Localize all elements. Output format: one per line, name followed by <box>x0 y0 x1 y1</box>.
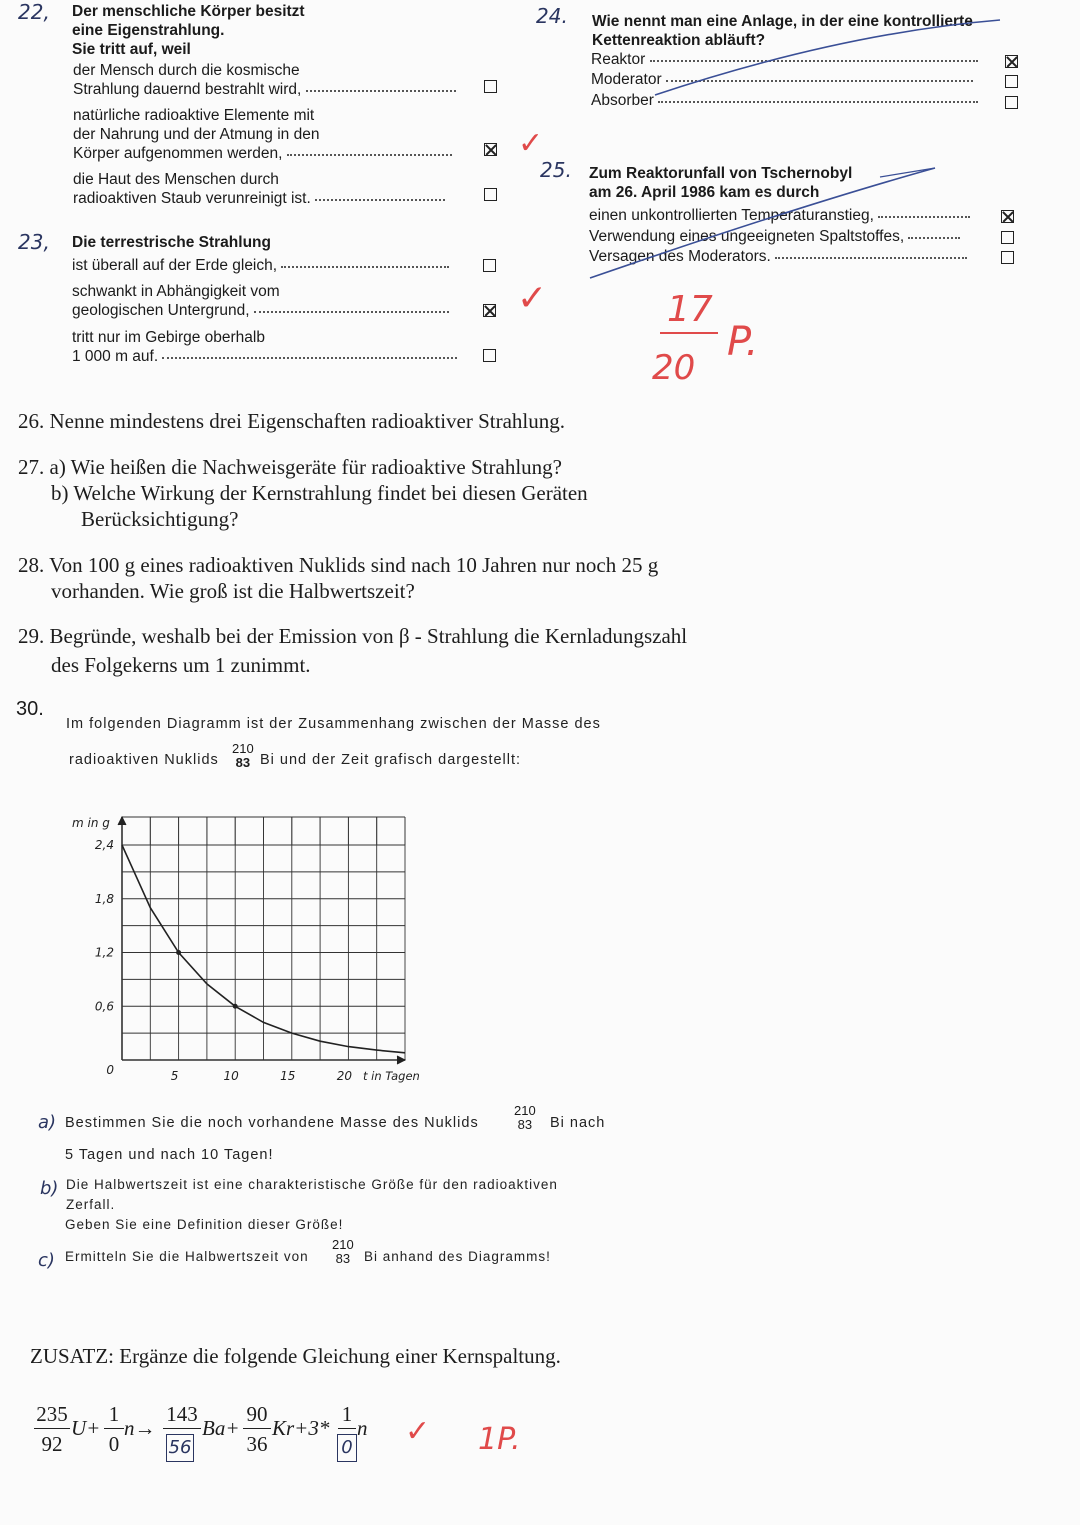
fraction-line <box>104 1428 124 1429</box>
q30b-text-cont: Zerfall. <box>66 1197 116 1212</box>
fraction-line <box>338 1428 356 1429</box>
q25-title-line: Zum Reaktorunfall von Tschernobyl <box>589 165 853 182</box>
score-suffix: P. <box>727 319 759 365</box>
score-fraction-line <box>660 332 718 334</box>
question-29: 29. Begründe, weshalb bei der Emission von β - Strahlung die Kernladungszahl <box>18 624 688 648</box>
x-tick-label: 5 <box>170 1069 179 1083</box>
x-tick-label: 15 <box>280 1069 296 1083</box>
question-29-cont: des Folgekerns um 1 zunimmt. <box>51 653 311 677</box>
mass-number: 210 <box>332 1237 354 1252</box>
option-line: der Mensch durch die kosmische <box>73 62 300 79</box>
option-label: Absorber <box>591 92 654 109</box>
q30c-text: Ermitteln Sie die Halbwertszeit von <box>65 1249 309 1264</box>
q30-intro-line2: Bi und der Zeit grafisch dargestellt: <box>260 752 522 768</box>
zusatz-points: 1P. <box>478 1422 521 1457</box>
option-line: tritt nur im Gebirge oberhalb <box>72 329 265 346</box>
question-26: 26. Nenne mindestens drei Eigenschaften radioaktiver Strahlung. <box>18 409 566 433</box>
option-line: Körper aufgenommen werden, <box>73 145 283 162</box>
symbol-n: n <box>357 1416 368 1440</box>
score-max: 20 <box>652 348 696 388</box>
x-axis-arrow <box>397 1056 405 1064</box>
q30c-label: c) <box>38 1250 55 1271</box>
symbol-n-arrow: n→ <box>124 1416 156 1440</box>
symbol-ba: Ba+ <box>202 1416 240 1440</box>
q30b-task: Geben Sie eine Definition dieser Größe! <box>65 1217 344 1232</box>
barium-charge-answer: 56 <box>166 1434 194 1462</box>
x-tick-label: 20 <box>336 1069 353 1083</box>
check-mark-icon: ✓ <box>518 126 544 161</box>
nuclide-bi-210 <box>514 1104 536 1132</box>
symbol-u: U+ <box>71 1416 101 1440</box>
nuclide-u-92 <box>34 1432 70 1457</box>
q24-title-line: Wie nennt man eine Anlage, in der eine kontrollierte <box>592 13 973 30</box>
question-number-23: 23, <box>18 230 50 254</box>
option-label: Versagen des Moderators. <box>589 248 771 265</box>
question-27b-cont: Berücksichtigung? <box>81 507 239 531</box>
x-tick-label: 10 <box>223 1069 239 1083</box>
option-line: die Haut des Menschen durch <box>73 171 279 188</box>
q30a-label: a) <box>38 1112 57 1133</box>
y-axis-label: m in g <box>72 816 110 830</box>
data-point <box>176 950 181 955</box>
fraction-line <box>243 1428 271 1429</box>
question-27b: b) Welche Wirkung der Kernstrahlung findet bei diesen Geräten <box>51 481 588 505</box>
zusatz-title: ZUSATZ: Ergänze die folgende Gleichung einer Kernspaltung. <box>30 1344 561 1368</box>
q30-intro-line1: Im folgenden Diagramm ist der Zusammenhang zwischen der Masse des <box>66 716 601 732</box>
option-line: der Nahrung und der Atmung in den <box>73 126 320 143</box>
neutron-charge-answer: 0 <box>337 1434 357 1462</box>
question-27a: 27. a) Wie heißen die Nachweisgeräte für radioaktive Strahlung? <box>18 455 562 479</box>
krypton-mass: 90 <box>246 1402 268 1426</box>
krypton-charge: 36 <box>246 1432 268 1456</box>
option-label: Verwendung eines ungeeigneten Spaltstoffes, <box>589 228 905 245</box>
y-axis-arrow <box>118 817 126 825</box>
y-tick-label: 1,2 <box>94 945 114 960</box>
y-tick-label: 2,4 <box>94 838 114 852</box>
pen-strokes <box>0 0 1080 420</box>
mass-number: 210 <box>514 1103 536 1118</box>
option-label: Moderator <box>591 71 662 88</box>
q30a-text-end: Bi nach <box>550 1115 606 1131</box>
q22-title-line: Der menschliche Körper besitzt <box>72 3 305 20</box>
symbol-kr: Kr+3* <box>272 1416 330 1440</box>
barium-mass: 143 <box>166 1402 198 1426</box>
q23-title: Die terrestrische Strahlung <box>72 234 271 251</box>
option-line: schwankt in Abhängigkeit vom <box>72 283 280 300</box>
question-number-30: 30. <box>16 698 44 720</box>
question-number-22: 22, <box>18 0 50 24</box>
option-label: einen unkontrollierten Temperaturanstieg, <box>589 207 874 224</box>
question-28: 28. Von 100 g eines radioaktiven Nuklids sind nach 10 Jahren nur noch 25 g <box>18 553 659 577</box>
atomic-number: 83 <box>517 1117 533 1132</box>
atomic-number: 92 <box>41 1432 63 1456</box>
q30b-text: Die Halbwertszeit ist eine charakteristische Größe für den radioaktiven <box>66 1177 558 1192</box>
nuclide-u-235 <box>34 1402 70 1427</box>
question-28-cont: vorhanden. Wie groß ist die Halbwertszeit? <box>51 579 415 603</box>
q30a-text: Bestimmen Sie die noch vorhandene Masse des Nuklids <box>65 1115 479 1131</box>
question-number-24: 24. <box>536 4 568 28</box>
option-line: Strahlung dauernd bestrahlt wird, <box>73 81 302 98</box>
option-line: ist überall auf der Erde gleich, <box>72 257 278 274</box>
check-mark-icon: ✓ <box>405 1414 431 1449</box>
neutron-mass: 1 <box>341 1402 353 1426</box>
option-line: natürliche radioaktive Elemente mit <box>73 107 315 124</box>
check-mark-icon: ✓ <box>517 278 548 319</box>
mass-number: 210 <box>232 741 254 756</box>
question-number-25: 25. <box>540 158 572 182</box>
y-tick-label: 0 <box>106 1063 114 1077</box>
q30-intro-nuclide: radioaktiven Nuklids <box>69 752 219 768</box>
q24-title-line: Kettenreaktion abläuft? <box>592 32 766 49</box>
y-tick-label: 0,6 <box>94 999 114 1014</box>
q30b-label: b) <box>40 1178 59 1199</box>
q30a-text-cont: 5 Tagen und nach 10 Tagen! <box>65 1147 274 1163</box>
nuclide-bi-210 <box>232 742 254 770</box>
option-line: radioaktiven Staub verunreinigt ist. <box>73 190 311 207</box>
q22-title-line: eine Eigenstrahlung. <box>72 22 225 39</box>
score-points: 17 <box>667 289 713 330</box>
mass-number: 235 <box>36 1402 68 1426</box>
fraction-line <box>34 1428 70 1429</box>
option-line: geologischen Untergrund, <box>72 302 250 319</box>
decay-chart <box>60 805 420 1095</box>
option-label: Reaktor <box>591 51 646 68</box>
x-axis-label: t in Tagen <box>363 1069 420 1083</box>
atomic-number: 83 <box>235 755 251 770</box>
data-point <box>233 1004 238 1009</box>
atomic-number: 83 <box>335 1251 351 1266</box>
nuclide-bi-210 <box>332 1238 354 1266</box>
y-tick-label: 1,8 <box>94 891 114 906</box>
neutron-mass: 1 <box>108 1402 120 1426</box>
option-line: 1 000 m auf. <box>72 348 159 365</box>
fraction-line <box>163 1428 201 1429</box>
q22-title-line: Sie tritt auf, weil <box>72 41 191 58</box>
q25-title-line: am 26. April 1986 kam es durch <box>589 184 820 201</box>
q30c-text-end: Bi anhand des Diagramms! <box>364 1249 551 1264</box>
neutron-charge: 0 <box>108 1432 120 1456</box>
